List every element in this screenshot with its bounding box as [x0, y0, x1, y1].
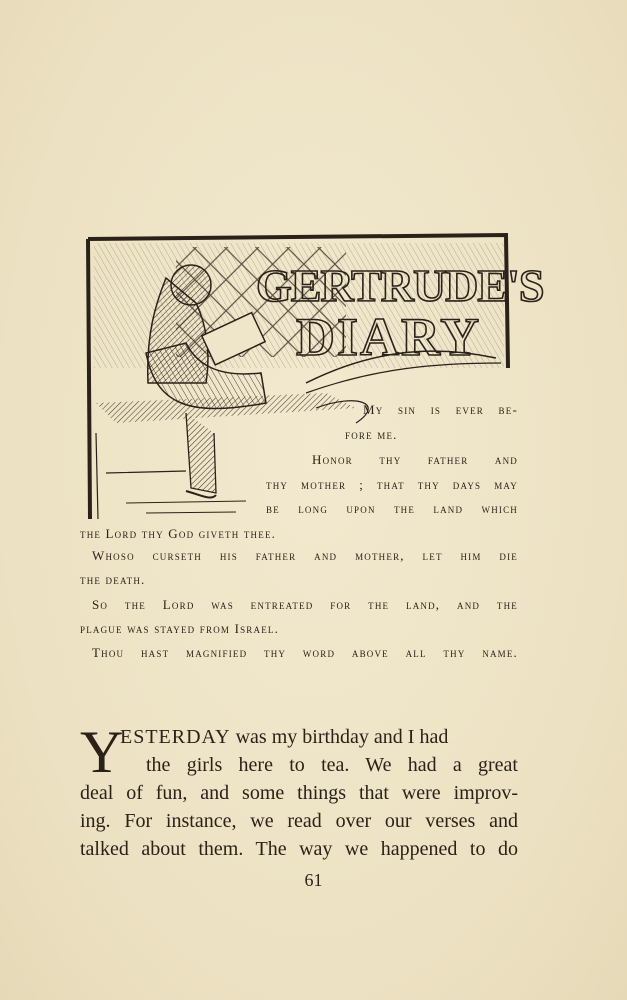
- paragraph-line: talked about them. The way we happened to do: [80, 838, 518, 860]
- drop-cap: Y: [80, 719, 124, 785]
- verse-line: the Lord thy God giveth thee.: [80, 526, 277, 541]
- verse-line: the death.: [80, 572, 146, 587]
- verse-line: plague was stayed from Israel.: [80, 621, 280, 636]
- illustration-title-icon: GERTRUDE'S: [256, 260, 544, 311]
- verse-line: thy mother ; that thy days may: [266, 477, 518, 492]
- page-number: 61: [304, 870, 323, 890]
- verse-line: Honor thy father and: [312, 452, 518, 467]
- paragraph-line: ing. For instance, we read over our verses and: [80, 810, 518, 832]
- paragraph-line: deal of fun, and some things that were improv-: [80, 782, 518, 804]
- verse-line: My sin is ever be-: [363, 402, 518, 417]
- verse-line: So the Lord was entreated for the land, and the: [92, 597, 518, 612]
- paragraph-line: ESTERDAY was my birthday and I had: [120, 726, 449, 748]
- svg-text:DIARY: DIARY: [296, 307, 482, 367]
- verse-line: be long upon the land which: [266, 501, 518, 516]
- verse-line: Whoso curseth his father and mother, let him die: [92, 548, 518, 563]
- verse-line: Thou hast magnified thy word above all thy name.: [92, 645, 518, 660]
- paragraph-line: the girls here to tea. We had a great: [146, 754, 518, 776]
- verse-line: fore me.: [345, 427, 398, 442]
